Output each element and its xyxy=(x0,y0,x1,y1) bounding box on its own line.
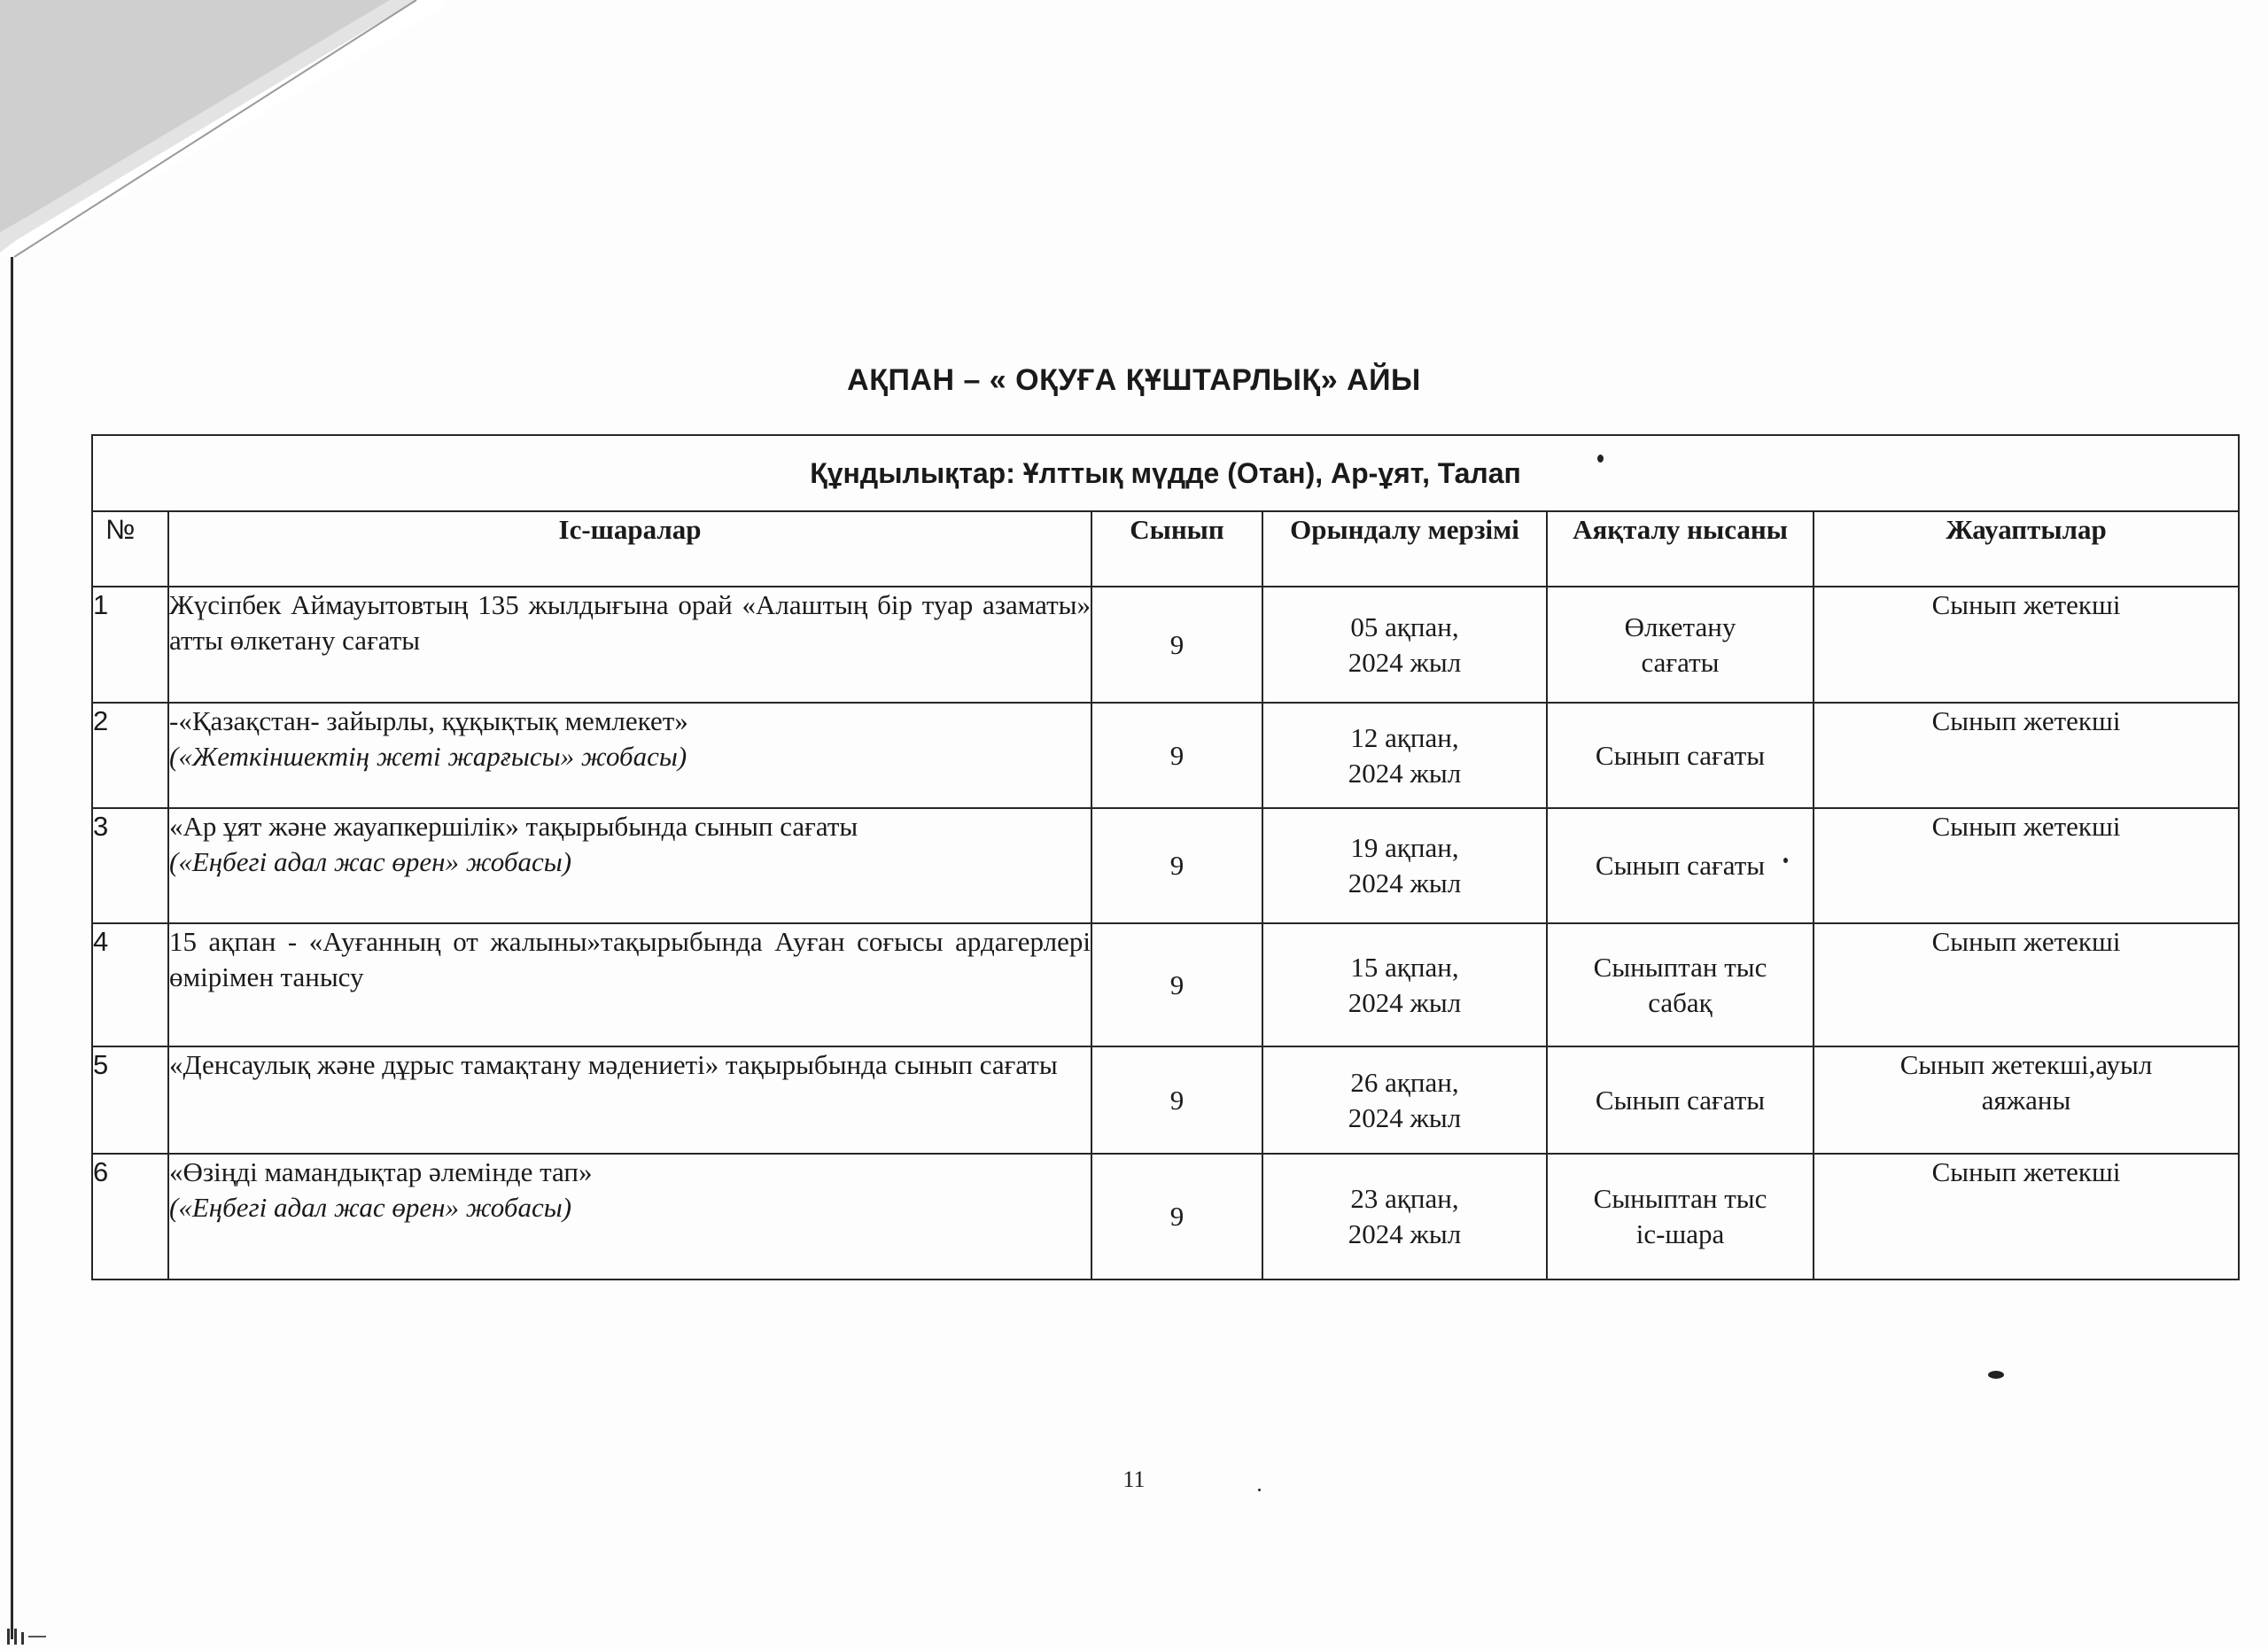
table-header-row xyxy=(92,511,2239,587)
table-row xyxy=(92,703,2239,808)
date-day: 23 ақпан, xyxy=(1350,1183,1459,1214)
binding-marks xyxy=(0,1627,62,1646)
row-completion-form xyxy=(1547,587,1814,703)
responsible-line: Сынып жетекші xyxy=(1931,589,2121,620)
row-date xyxy=(1262,587,1547,703)
col-header-number: № xyxy=(92,511,168,587)
responsible-line: Сынып жетекші xyxy=(1931,811,2121,842)
row-grade: 9 xyxy=(1091,1046,1262,1154)
event-project: («Жеткіншектің жеті жарғысы» жобасы) xyxy=(169,741,687,772)
row-date xyxy=(1262,703,1547,808)
col-header-deadline: Орындалу мерзімі xyxy=(1262,511,1547,587)
row-number: 1 xyxy=(92,587,168,703)
col-header-events: Іс-шаралар xyxy=(168,511,1091,587)
event-text: «Денсаулық және дұрыс тамақтану мәдениеті» тақырыбында сынып сағаты xyxy=(169,1049,1058,1080)
table-row xyxy=(92,1154,2239,1280)
row-date xyxy=(1262,1046,1547,1154)
event-text: -«Қазақстан- зайырлы, құқықтық мемлекет» xyxy=(169,705,688,736)
form-line: Сынып сағаты xyxy=(1595,1084,1766,1116)
row-responsible xyxy=(1814,1154,2239,1280)
row-completion-form xyxy=(1547,1046,1814,1154)
table-row xyxy=(92,1046,2239,1154)
row-number: 5 xyxy=(92,1046,168,1154)
date-day: 15 ақпан, xyxy=(1350,951,1459,983)
form-line: сабақ xyxy=(1648,986,1713,1018)
row-grade: 9 xyxy=(1091,1154,1262,1280)
row-responsible xyxy=(1814,1046,2239,1154)
row-grade: 9 xyxy=(1091,808,1262,923)
responsible-line: аяжаны xyxy=(1981,1085,2071,1116)
event-text: 15 ақпан - «Ауғанның от жалыны»тақырыбында Ауған соғысы ардагерлері өмірімен танысу xyxy=(169,926,1091,992)
page-title: АҚПАН – « ОҚУҒА ҚҰШТАРЛЫҚ» АЙЫ xyxy=(847,363,1421,397)
date-year: 2024 жыл xyxy=(1348,867,1462,898)
row-number: 6 xyxy=(92,1154,168,1280)
date-year: 2024 жыл xyxy=(1348,986,1462,1018)
responsible-line: Сынып жетекші xyxy=(1931,1156,2121,1187)
date-day: 19 ақпан, xyxy=(1350,832,1459,863)
row-completion-form xyxy=(1547,1154,1814,1280)
event-project: («Еңбегі адал жас өрен» жобасы) xyxy=(169,846,572,877)
row-date xyxy=(1262,808,1547,923)
form-line: Сынып сағаты xyxy=(1595,850,1766,881)
form-line: Сыныптан тыс xyxy=(1593,1183,1767,1214)
date-day: 26 ақпан, xyxy=(1350,1066,1459,1098)
table-row xyxy=(92,808,2239,923)
event-text: «Ар ұят және жауапкершілік» тақырыбында сынып сағаты xyxy=(169,811,858,842)
row-responsible xyxy=(1814,587,2239,703)
date-year: 2024 жыл xyxy=(1348,757,1462,789)
values-header: Құндылықтар: Ұлттық мүдде (Отан), Ар-ұят, Талап xyxy=(92,435,2239,511)
row-completion-form xyxy=(1547,923,1814,1046)
row-number: 2 xyxy=(92,703,168,808)
row-number: 3 xyxy=(92,808,168,923)
row-completion-form xyxy=(1547,808,1814,923)
date-year: 2024 жыл xyxy=(1348,1101,1462,1133)
date-day: 05 ақпан, xyxy=(1350,611,1459,642)
page-number: 11 xyxy=(1122,1466,1146,1492)
event-text: Жүсіпбек Аймауытовтың 135 жылдығына орай «Алаштың бір туар азаматы» атты өлкетану сағаты xyxy=(169,589,1091,656)
form-line: сағаты xyxy=(1641,646,1720,678)
row-responsible xyxy=(1814,923,2239,1046)
row-event xyxy=(168,1154,1091,1280)
row-responsible xyxy=(1814,703,2239,808)
responsible-line: Сынып жетекші,ауыл xyxy=(1899,1049,2153,1080)
form-line: Өлкетану xyxy=(1624,611,1736,642)
row-event xyxy=(168,1046,1091,1154)
event-text: «Өзіңді мамандықтар әлемінде тап» xyxy=(169,1156,593,1187)
responsible-line: Сынып жетекші xyxy=(1931,926,2121,957)
form-line: іс-шара xyxy=(1635,1218,1725,1249)
page-left-edge xyxy=(11,257,13,1639)
folded-corner xyxy=(0,0,443,266)
row-grade: 9 xyxy=(1091,703,1262,808)
row-grade: 9 xyxy=(1091,587,1262,703)
row-date xyxy=(1262,1154,1547,1280)
row-event xyxy=(168,808,1091,923)
row-completion-form xyxy=(1547,703,1814,808)
table-row xyxy=(92,587,2239,703)
row-responsible xyxy=(1814,808,2239,923)
col-header-responsible: Жауаптылар xyxy=(1814,511,2239,587)
row-number: 4 xyxy=(92,923,168,1046)
date-day: 12 ақпан, xyxy=(1350,721,1459,753)
events-table xyxy=(91,434,2240,1280)
col-header-completion-form: Аяқталу нысаны xyxy=(1547,511,1814,587)
row-event xyxy=(168,923,1091,1046)
row-grade: 9 xyxy=(1091,923,1262,1046)
col-header-grade: Сынып xyxy=(1091,511,1262,587)
date-year: 2024 жыл xyxy=(1348,646,1462,678)
scan-speck xyxy=(1988,1371,2004,1379)
form-line: Сынып сағаты xyxy=(1595,739,1766,771)
form-line: Сыныптан тыс xyxy=(1593,951,1767,983)
row-event xyxy=(168,587,1091,703)
row-event xyxy=(168,703,1091,808)
event-project: («Еңбегі адал жас өрен» жобасы) xyxy=(169,1192,572,1223)
row-date xyxy=(1262,923,1547,1046)
date-year: 2024 жыл xyxy=(1348,1218,1462,1249)
table-row xyxy=(92,923,2239,1046)
responsible-line: Сынып жетекші xyxy=(1931,705,2121,736)
